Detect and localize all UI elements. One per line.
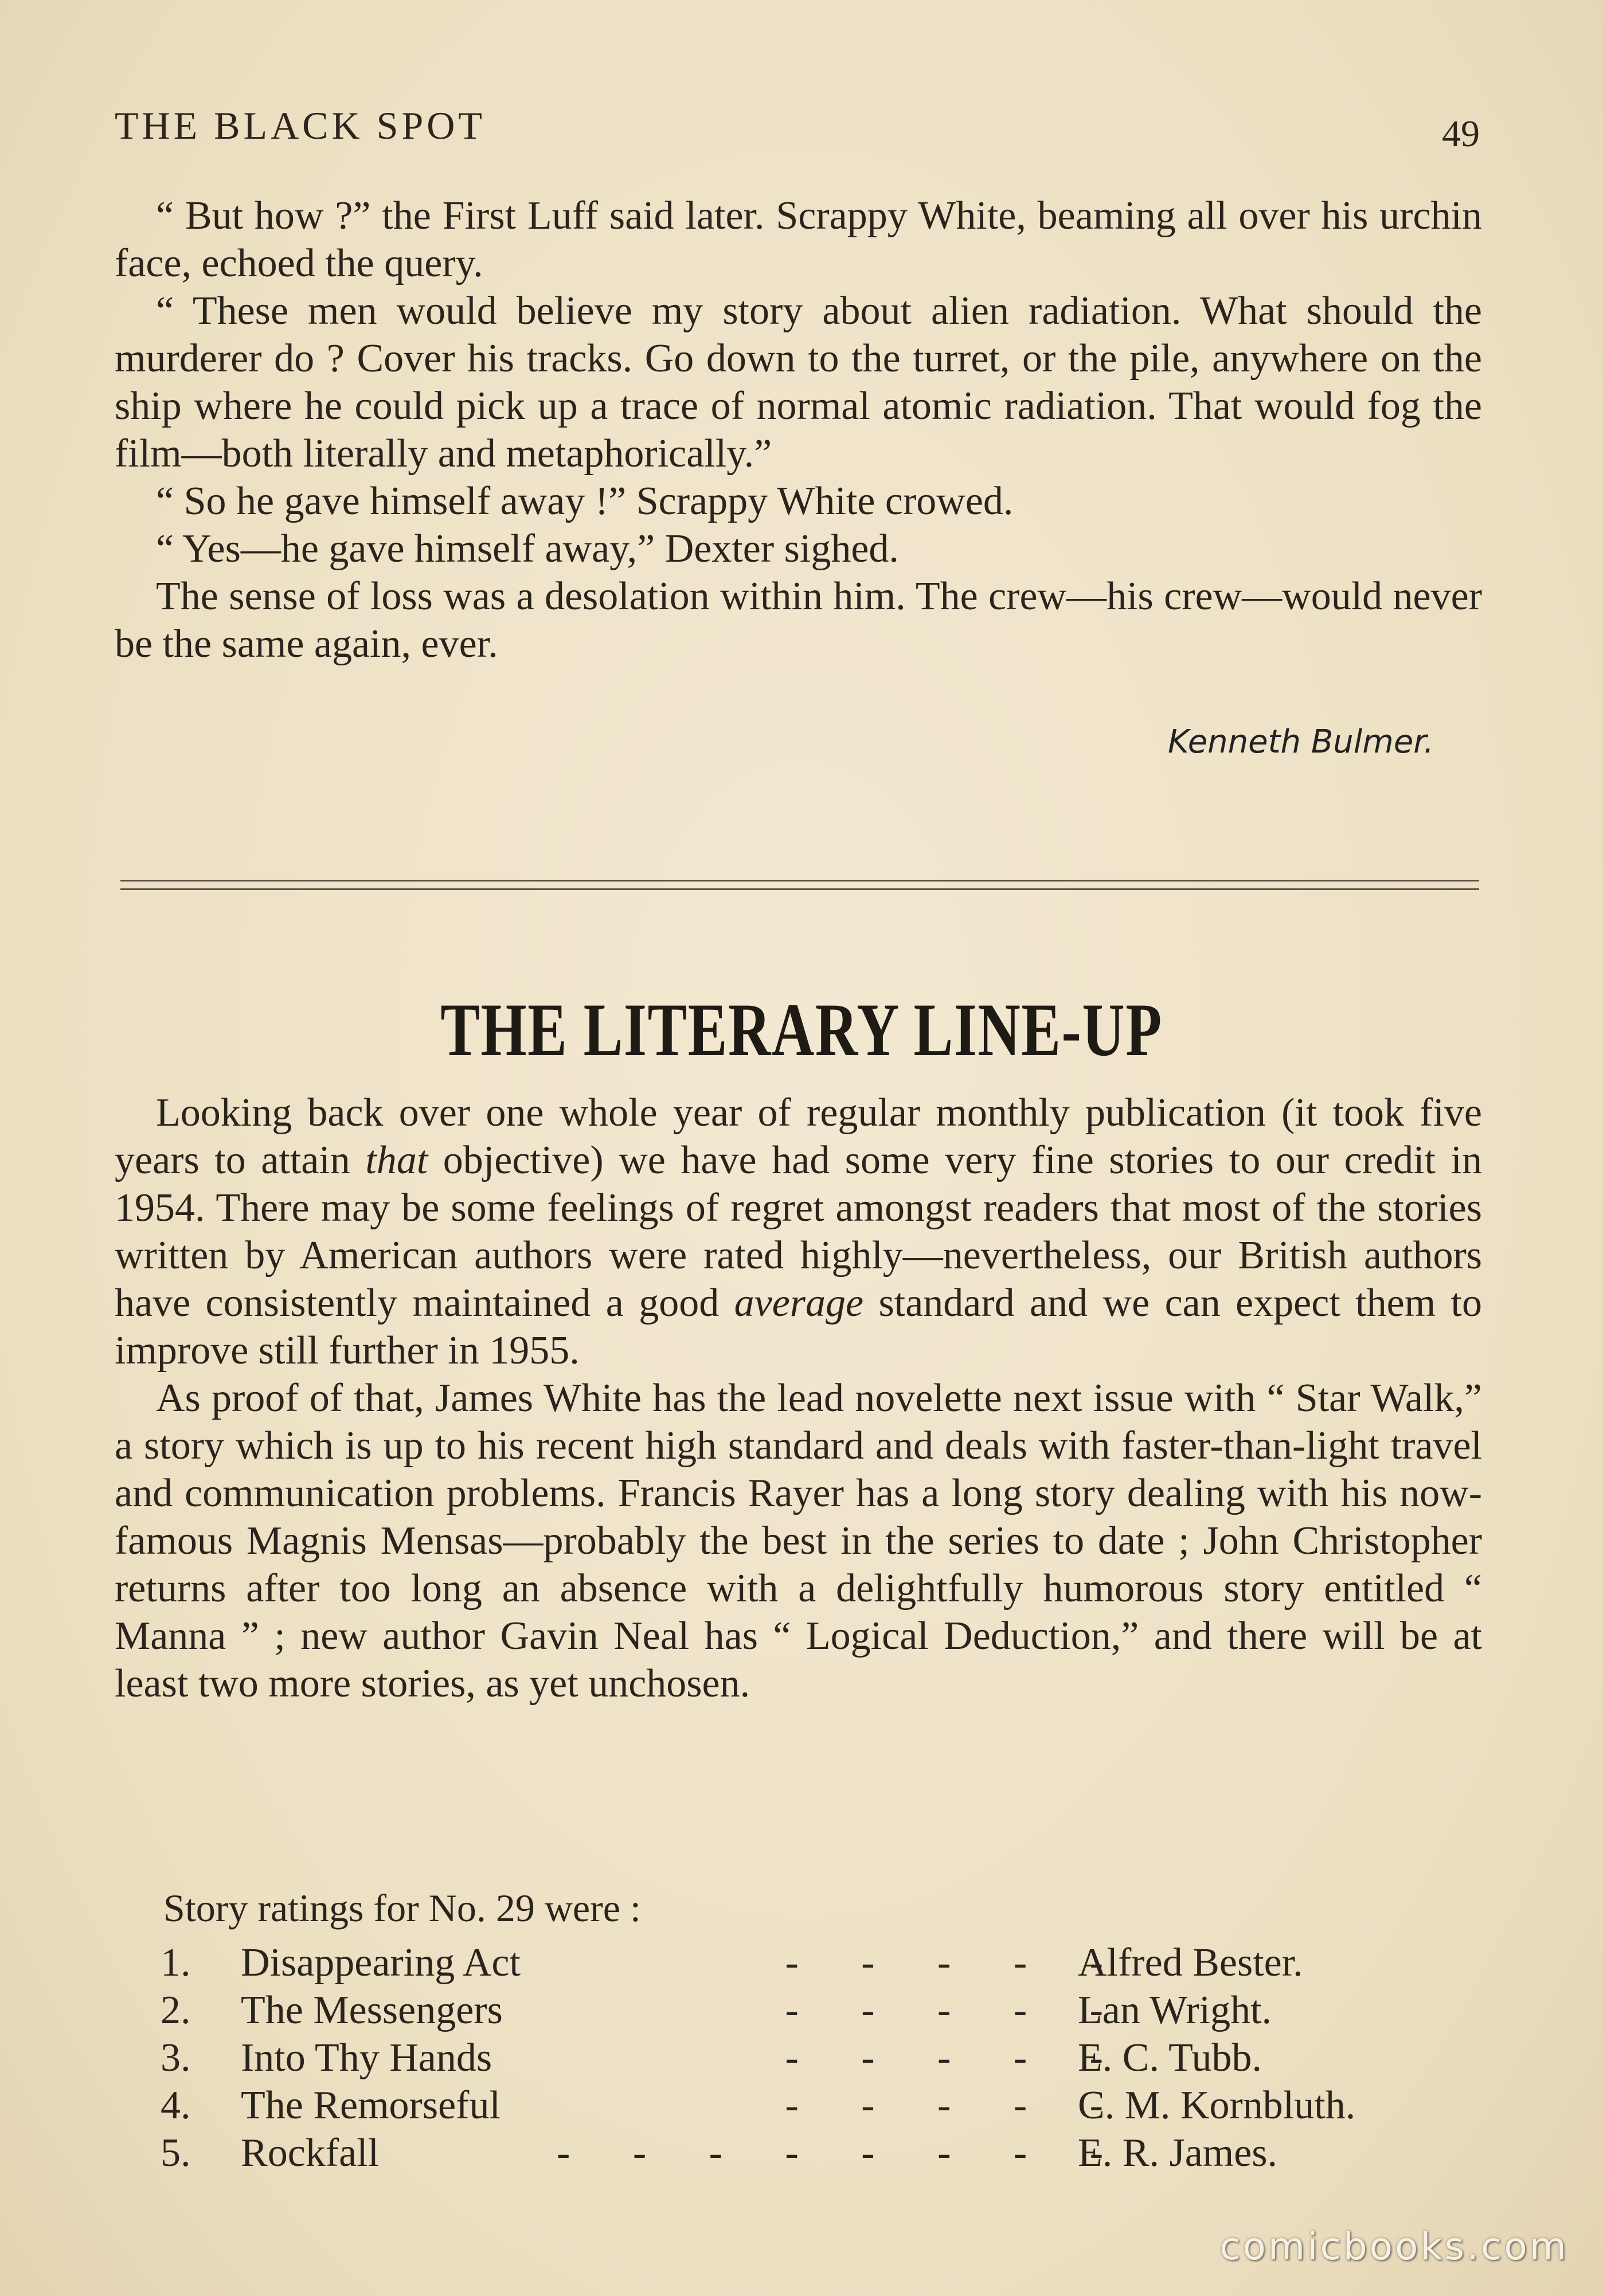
rating-leader-dashes: - - - - - - - - xyxy=(557,2131,1129,2175)
editorial-text-run: standard and we can expect them to improve still further in 1955. xyxy=(115,1281,1482,1373)
rating-row xyxy=(161,2035,1468,2083)
section-title: THE LITERARY LINE-UP xyxy=(440,988,1163,1072)
rating-rank: 5. xyxy=(161,2131,191,2175)
editorial-text-run: Looking back over one whole year of regular monthly publication (it took five years to attain xyxy=(115,1091,1482,1182)
ratings-list xyxy=(161,1940,1468,2178)
story-paragraph: “ These men would believe my story about alien radiation. What should the murderer do ? Cover his tracks. Go down to the turret, or the pile, anywhere on the ship where he could pick up a trace of normal atomic radiation. That would fog the film—both literally and metaphorically.” xyxy=(115,289,1482,476)
rating-leader-dashes: - - - - - xyxy=(785,2036,1129,2080)
rating-row xyxy=(161,1940,1468,1988)
editorial-emphasis: average xyxy=(734,1281,864,1325)
rating-story-title: The Messengers xyxy=(241,1988,503,2032)
story-author: Kenneth Bulmer. xyxy=(1167,723,1434,761)
story-paragraph: “ But how ?” the First Luff said later. Scrappy White, beaming all over his urchin face, echoed the query. xyxy=(115,194,1482,285)
rating-rank: 4. xyxy=(161,2083,191,2127)
rating-author: E. R. James. xyxy=(1078,2131,1278,2175)
rating-row xyxy=(161,1988,1468,2035)
rating-rank: 3. xyxy=(161,2036,191,2080)
rating-rank: 2. xyxy=(161,1988,191,2032)
rating-story-title: The Remorseful xyxy=(241,2083,501,2127)
rating-author: E. C. Tubb. xyxy=(1078,2036,1262,2080)
rating-row xyxy=(161,2083,1468,2130)
editorial-text-run: objective) we have had some very fine stories to our credit in 1954. There may be some feelings of regret amongst readers that most of the stories written by American authors were rated highly—nevertheless, our British authors have consistently maintained a good xyxy=(115,1138,1482,1325)
running-head: THE BLACK SPOT xyxy=(115,104,486,147)
section-divider xyxy=(120,880,1479,890)
story-ending xyxy=(115,192,1482,668)
site-watermark: comicbooks.com xyxy=(1219,2224,1569,2268)
rating-rank: 1. xyxy=(161,1941,191,1985)
rating-story-title: Into Thy Hands xyxy=(241,2036,492,2080)
editorial-emphasis: that xyxy=(365,1138,428,1182)
rating-row xyxy=(161,2130,1468,2178)
rating-leader-dashes: - - - - - xyxy=(785,1988,1129,2032)
story-paragraph: The sense of loss was a desolation within him. The crew—his crew—would never be the same again, ever. xyxy=(115,574,1482,666)
story-paragraph: “ Yes—he gave himself away,” Dexter sighed. xyxy=(156,527,899,571)
page-number: 49 xyxy=(1442,113,1480,155)
rating-story-title: Rockfall xyxy=(241,2131,380,2175)
rating-leader-dashes: - - - - - xyxy=(785,2083,1129,2127)
story-paragraph: “ So he gave himself away !” Scrappy White crowed. xyxy=(156,479,1014,523)
rating-leader-dashes: - - - - - xyxy=(785,1941,1129,1985)
rating-author: Lan Wright. xyxy=(1078,1988,1272,2032)
editorial-paragraph xyxy=(115,1089,1482,1374)
editorial-paragraph: As proof of that, James White has the lead novelette next issue with “ Star Walk,” a story which is up to his recent high standard and deals with faster-than-light travel and communication problems. Francis Rayer has a long story dealing with his now-famous Magnis Mensas—probably the best in the series to date ; John Christopher returns after too long an absence with a delightfully humorous story entitled “ Manna ” ; new author Gavin Neal has “ Logical Deduction,” and there will be at least two more stories, as yet unchosen. xyxy=(115,1376,1482,1706)
rating-author: C. M. Kornbluth. xyxy=(1078,2083,1356,2127)
rating-story-title: Disappearing Act xyxy=(241,1941,521,1985)
ratings-intro: Story ratings for No. 29 were : xyxy=(163,1886,641,1930)
rating-author: Alfred Bester. xyxy=(1078,1941,1303,1985)
editorial-text xyxy=(115,1089,1482,1707)
